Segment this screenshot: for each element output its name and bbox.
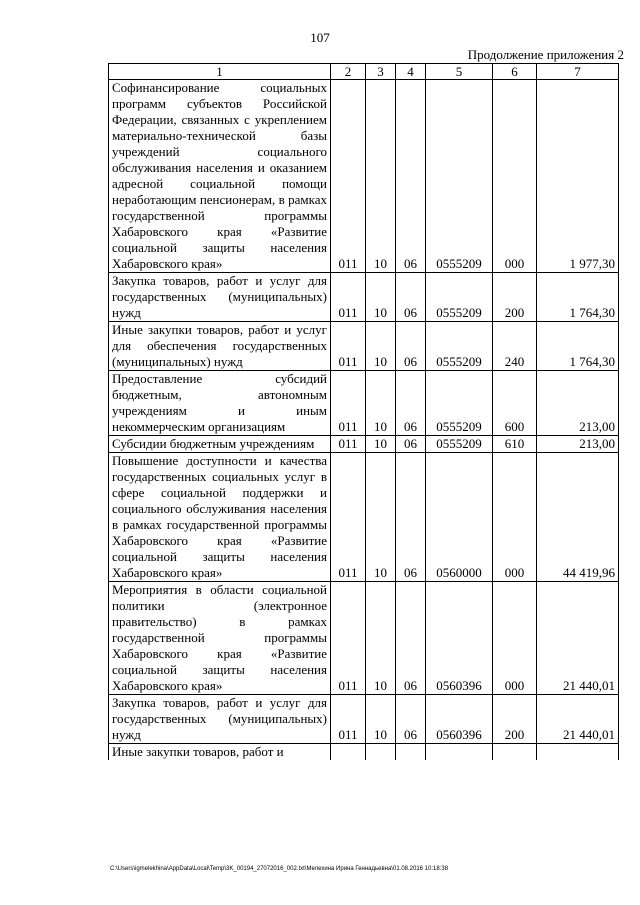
section-code-cell: 10 (366, 273, 396, 322)
admin-code-cell: 011 (331, 80, 366, 273)
target-item-cell (426, 744, 493, 761)
row-name-cell: Софинансирование социальных программ субъектов Российской Федерации, связанных с укреплением материально-технической базы учреждений социального обслуживания населения и оказанием адресной социальной помощи неработающим пенсионерам, в рамках государственной программы Хабаровского края «Развитие социальной защиты населения Хабаровского края» (109, 80, 331, 273)
subsection-code-cell: 06 (396, 436, 426, 453)
section-code-cell: 10 (366, 80, 396, 273)
row-name-cell: Иные закупки товаров, работ и (109, 744, 331, 761)
column-header: 4 (396, 64, 426, 80)
amount-cell: 1 764,30 (537, 322, 619, 371)
budget-table (108, 63, 619, 760)
admin-code-cell: 011 (331, 695, 366, 744)
subsection-code-cell: 06 (396, 371, 426, 436)
table-header-row (109, 64, 619, 80)
row-name-cell: Мероприятия в области социальной политики (электронное правительство) в рамках государственной программы Хабаровского края «Развитие социальной защиты населения Хабаровского края» (109, 582, 331, 695)
table-row (109, 582, 619, 695)
section-code-cell: 10 (366, 453, 396, 582)
expense-type-cell: 000 (493, 582, 537, 695)
admin-code-cell: 011 (331, 453, 366, 582)
admin-code-cell: 011 (331, 371, 366, 436)
column-header: 7 (537, 64, 619, 80)
target-item-cell: 0555209 (426, 273, 493, 322)
target-item-cell: 0560000 (426, 453, 493, 582)
subsection-code-cell (396, 744, 426, 761)
amount-cell: 213,00 (537, 371, 619, 436)
subsection-code-cell: 06 (396, 695, 426, 744)
row-name-cell: Закупка товаров, работ и услуг для государственных (муниципальных) нужд (109, 273, 331, 322)
admin-code-cell: 011 (331, 582, 366, 695)
target-item-cell: 0555209 (426, 436, 493, 453)
table-row (109, 453, 619, 582)
target-item-cell: 0560396 (426, 582, 493, 695)
expense-type-cell: 200 (493, 695, 537, 744)
admin-code-cell (331, 744, 366, 761)
amount-cell: 1 764,30 (537, 273, 619, 322)
amount-cell: 1 977,30 (537, 80, 619, 273)
target-item-cell: 0555209 (426, 322, 493, 371)
table-row (109, 371, 619, 436)
column-header: 5 (426, 64, 493, 80)
table-row (109, 80, 619, 273)
expense-type-cell (493, 744, 537, 761)
admin-code-cell: 011 (331, 436, 366, 453)
expense-type-cell: 610 (493, 436, 537, 453)
section-code-cell: 10 (366, 371, 396, 436)
file-path-footer: C:\Users\igmelekhina\AppData\Local\Temp\3K_00194_27072016_002.txt\Мелехина Ирина Геннадьевна\01.08.2016 10:18:38 (110, 866, 449, 872)
table-row (109, 436, 619, 453)
subsection-code-cell: 06 (396, 273, 426, 322)
amount-cell: 21 440,01 (537, 582, 619, 695)
row-name-cell: Субсидии бюджетным учреждениям (109, 436, 331, 453)
continuation-label: Продолжение приложения 2 (467, 47, 624, 62)
expense-type-cell: 240 (493, 322, 537, 371)
expense-type-cell: 000 (493, 453, 537, 582)
subsection-code-cell: 06 (396, 322, 426, 371)
subsection-code-cell: 06 (396, 80, 426, 273)
expense-type-cell: 000 (493, 80, 537, 273)
section-code-cell: 10 (366, 582, 396, 695)
target-item-cell: 0555209 (426, 371, 493, 436)
admin-code-cell: 011 (331, 322, 366, 371)
row-name-cell: Иные закупки товаров, работ и услуг для обеспечения государственных (муниципальных) нужд (109, 322, 331, 371)
expense-type-cell: 600 (493, 371, 537, 436)
amount-cell (537, 744, 619, 761)
amount-cell: 21 440,01 (537, 695, 619, 744)
table-row (109, 273, 619, 322)
subsection-code-cell: 06 (396, 453, 426, 582)
admin-code-cell: 011 (331, 273, 366, 322)
row-name-cell: Закупка товаров, работ и услуг для государственных (муниципальных) нужд (109, 695, 331, 744)
column-header: 2 (331, 64, 366, 80)
section-code-cell (366, 744, 396, 761)
table-row (109, 744, 619, 761)
expense-type-cell: 200 (493, 273, 537, 322)
section-code-cell: 10 (366, 695, 396, 744)
page-number: 107 (310, 30, 330, 45)
target-item-cell: 0555209 (426, 80, 493, 273)
row-name-cell: Повышение доступности и качества государственных социальных услуг в сфере социальной поддержки и социального обслуживания населения в рамках государственной программы Хабаровского края «Развитие социальной защиты населения Хабаровского края» (109, 453, 331, 582)
subsection-code-cell: 06 (396, 582, 426, 695)
column-header: 1 (109, 64, 331, 80)
section-code-cell: 10 (366, 322, 396, 371)
amount-cell: 44 419,96 (537, 453, 619, 582)
column-header: 3 (366, 64, 396, 80)
target-item-cell: 0560396 (426, 695, 493, 744)
table-row (109, 695, 619, 744)
amount-cell: 213,00 (537, 436, 619, 453)
section-code-cell: 10 (366, 436, 396, 453)
column-header: 6 (493, 64, 537, 80)
table-row (109, 322, 619, 371)
row-name-cell: Предоставление субсидий бюджетным, автономным учреждениям и иным некоммерческим организациям (109, 371, 331, 436)
